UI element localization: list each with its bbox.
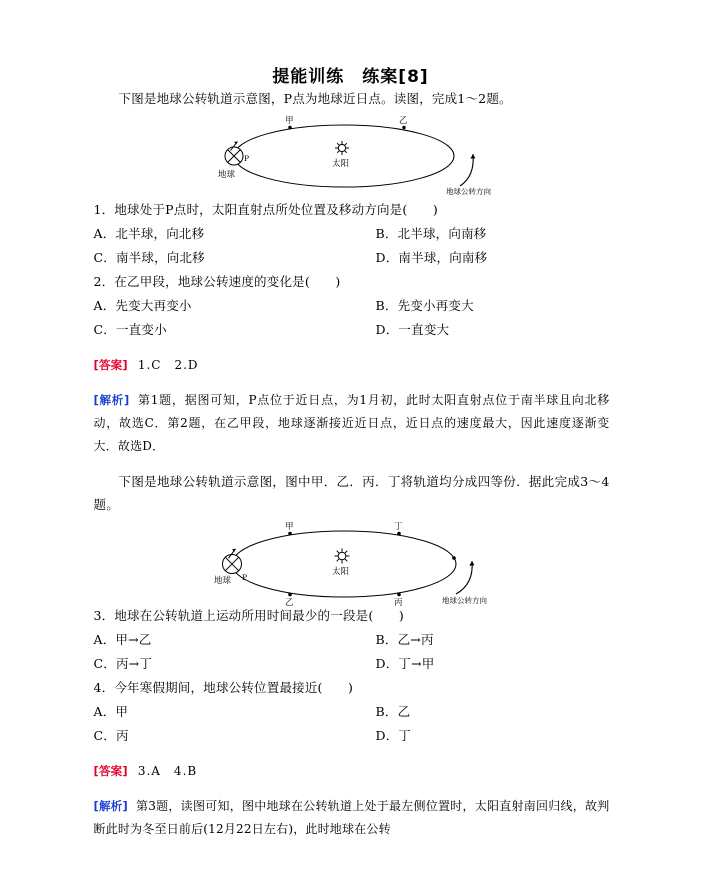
question-1-option-c[interactable]: C．南半球，向北移 bbox=[93, 250, 205, 265]
page-body bbox=[92, 87, 610, 841]
sun-symbol bbox=[334, 549, 349, 564]
question-2-option-c[interactable]: C．一直变小 bbox=[93, 322, 167, 337]
question-4-options-row-2 bbox=[94, 724, 610, 748]
point-dot-yi bbox=[288, 593, 292, 597]
question-4-option-b[interactable]: B．乙 bbox=[375, 704, 411, 719]
figure-2-container bbox=[94, 520, 610, 606]
figure1-label-earth: 地球 bbox=[217, 170, 235, 180]
sun-symbol bbox=[335, 141, 349, 155]
question-3-option-c[interactable]: C．丙→丁 bbox=[93, 656, 153, 671]
figure2-label-earth: 地球 bbox=[213, 576, 231, 586]
orbit-ellipse bbox=[232, 531, 456, 597]
block1-answer-tag: [答案] bbox=[93, 358, 128, 372]
figure1-label-jia: 甲 bbox=[284, 116, 294, 126]
block1-explanation-text: 第1题，据图可知，P点位于近日点，为1月初，此时太阳直射点位于南半球且向北移动，故选C．第2题，在乙甲段，地球逐渐接近近日点，近日点的速度最大，因此速度逐渐变大．故选D． bbox=[93, 393, 610, 453]
question-1-option-b[interactable]: B．北半球，向南移 bbox=[375, 226, 487, 241]
question-2-option-b[interactable]: B．先变小再变大 bbox=[375, 298, 474, 313]
figure2-label-direction: 地球公转方向 bbox=[441, 596, 487, 605]
block2-answer-values: 3.A 4.B bbox=[137, 764, 198, 778]
question-4-option-c[interactable]: C．丙 bbox=[93, 728, 129, 743]
point-dot-ding bbox=[397, 532, 401, 536]
point-dot-jia bbox=[288, 126, 291, 129]
question-4-stem: 4．今年寒假期间，地球公转位置最接近( ) bbox=[93, 680, 354, 695]
question-2-options-row-2 bbox=[94, 318, 610, 342]
question-2-option-a[interactable]: A．先变大再变小 bbox=[93, 298, 192, 313]
block2-explanation-tag: [解析] bbox=[93, 799, 128, 813]
block2-lead-text: 下图是地球公转轨道示意图，图中甲．乙．丙．丁将轨道均分成四等份．据此完成3～4题。 bbox=[93, 474, 610, 512]
figure1-label-yi: 乙 bbox=[398, 116, 408, 126]
question-4-options-row-1 bbox=[94, 700, 610, 724]
block2-answer-tag: [答案] bbox=[93, 764, 128, 778]
block1-explanation bbox=[94, 389, 610, 458]
question-1-stem: 1．地球处于P点时，太阳直射点所处位置及移动方向是( ) bbox=[93, 202, 438, 217]
block2-answer-line bbox=[94, 760, 610, 783]
figure2-label-p: P bbox=[241, 573, 247, 582]
point-dot-jia bbox=[288, 532, 292, 536]
figure2-label-yi: 乙 bbox=[284, 598, 294, 606]
block1-explanation-tag: [解析] bbox=[93, 393, 130, 407]
block2-explanation-text: 第3题，读图可知，图中地球在公转轨道上处于最左侧位置时，太阳直射南回归线，故判断此时为冬至日前后(12月22日左右)，此时地球在公转 bbox=[93, 799, 610, 836]
figure2-label-jia: 甲 bbox=[284, 522, 294, 532]
question-3-option-a[interactable]: A．甲→乙 bbox=[93, 632, 152, 647]
question-1-options-row-2 bbox=[94, 246, 610, 270]
question-1-option-d[interactable]: D．南半球，向南移 bbox=[375, 250, 488, 265]
figure2-label-bing: 丙 bbox=[393, 598, 403, 606]
question-3-options-row-1 bbox=[94, 628, 610, 652]
page-title: 提能训练 练案[8] bbox=[272, 67, 429, 87]
question-4-option-d[interactable]: D．丁 bbox=[375, 728, 412, 743]
question-2-option-d[interactable]: D．一直变大 bbox=[375, 322, 450, 337]
question-1-options-row-1 bbox=[94, 222, 610, 246]
figure1-label-p: P bbox=[243, 154, 249, 163]
block2-explanation bbox=[94, 795, 610, 841]
question-2-stem: 2．在乙甲段，地球公转速度的变化是( ) bbox=[93, 274, 341, 289]
question-3-options-row-2 bbox=[94, 652, 610, 676]
orbit-ellipse bbox=[234, 125, 454, 187]
block1-answer-values: 1.C 2.D bbox=[137, 358, 199, 372]
block1-lead-text: 下图是地球公转轨道示意图，P点为地球近日点。读图，完成1～2题。 bbox=[118, 91, 512, 106]
figure2-label-sun: 太阳 bbox=[331, 567, 349, 577]
question-1-option-a[interactable]: A．北半球，向北移 bbox=[93, 226, 205, 241]
revolution-direction-arrow bbox=[456, 561, 474, 594]
figure1-label-direction: 地球公转方向 bbox=[445, 187, 491, 196]
figure-1-container bbox=[94, 114, 610, 196]
revolution-direction-arrow bbox=[460, 154, 475, 186]
figure1-label-sun: 太阳 bbox=[331, 159, 349, 169]
point-dot-bing bbox=[397, 593, 401, 597]
figure2-label-ding: 丁 bbox=[393, 522, 403, 532]
question-3-stem: 3．地球在公转轨道上运动所用时间最少的一段是( ) bbox=[93, 608, 404, 623]
question-4-option-a[interactable]: A．甲 bbox=[93, 704, 129, 719]
point-dot-yi bbox=[402, 126, 405, 129]
question-2-options-row-1 bbox=[94, 294, 610, 318]
question-3-option-d[interactable]: D．丁→甲 bbox=[375, 656, 435, 671]
block1-answer-line bbox=[94, 354, 610, 377]
question-3-option-b[interactable]: B．乙→丙 bbox=[375, 632, 434, 647]
point-dot-right bbox=[452, 556, 456, 560]
